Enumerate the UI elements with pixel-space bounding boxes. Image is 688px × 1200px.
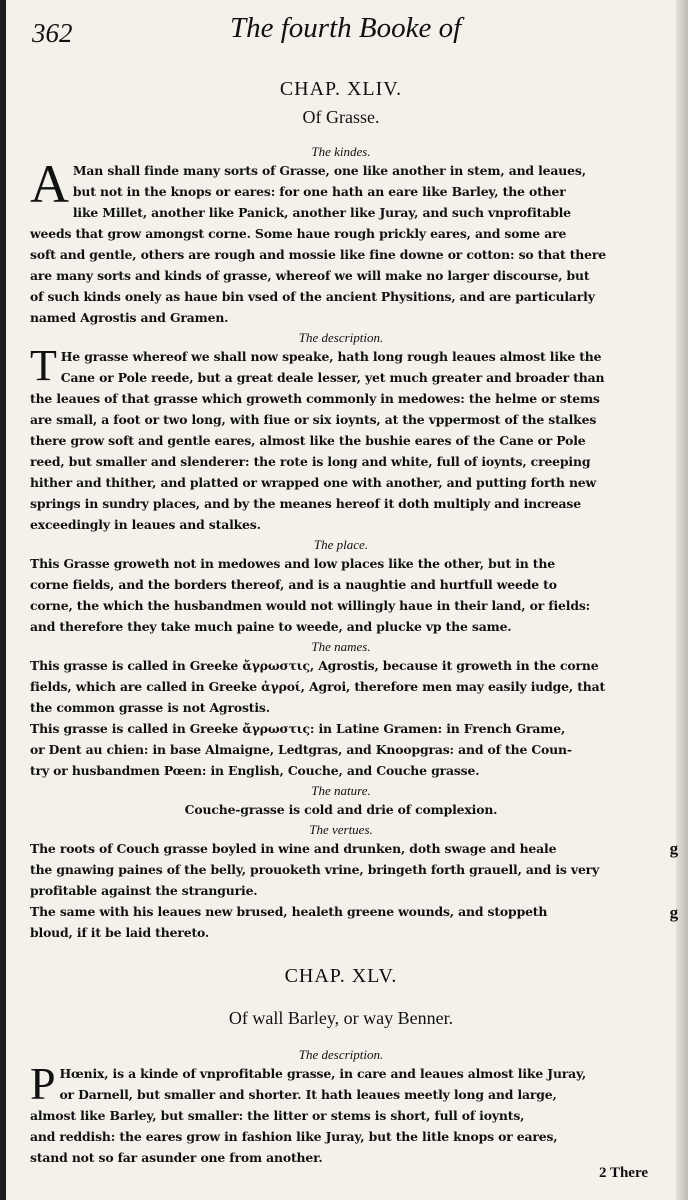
text-line: This grasse is called in Greeke ἄγρωστις: in Latine Gramen: in French Grame, (30, 721, 566, 736)
text-line: He grasse whereof we shall now speake, hath long rough leaues almost like the (60, 349, 602, 364)
text-line: there grow soft and gentle eares, almost like the bushie eares of the Cane or Pole (30, 433, 586, 448)
dropcap-a: A (30, 154, 69, 214)
text-line: named Agrostis and Gramen. (30, 310, 229, 325)
description-45-subheading: The description. (298, 1047, 384, 1062)
nature-subheading: The nature. (311, 783, 371, 798)
text-line: but not in the knops or eares: for one hath an eare like Barley, the other (72, 184, 566, 199)
page-left-edge (0, 0, 6, 1200)
kindes-paragraph (30, 154, 652, 328)
chapter-44-title: Of Grasse. (302, 107, 380, 127)
margin-note-letter: g (669, 839, 678, 858)
text-line: are small, a foot or two long, with fiue or six ioynts, at the vppermost of the stalkes (30, 412, 597, 427)
text-line: almost like Barley, but smaller: the litter or stems is short, full of ioynts, (30, 1108, 525, 1123)
text-line: hither and thither, and platted or wrapped one with another, and putting forth new (30, 475, 597, 490)
description-45-paragraph (30, 1058, 652, 1168)
text-line: stand not so far asunder one from another. (30, 1150, 323, 1165)
text-line: like Millet, another like Panick, another like Juray, and such vnprofitable (72, 205, 571, 220)
kindes-subheading: The kindes. (311, 144, 371, 159)
text-line: the gnawing paines of the belly, prouoketh vrine, bringeth forth grauell, and is very (30, 862, 600, 877)
place-paragraph (30, 553, 652, 637)
text-line: exceedingly in leaues and stalkes. (30, 517, 261, 532)
text-line: try or husbandmen Pœen: in English, Couche, and Couche grasse. (30, 763, 480, 778)
book-page (30, 6, 678, 1196)
text-line: the common grasse is not Agrostis. (30, 700, 270, 715)
text-line: bloud, if it be laid thereto. (30, 925, 210, 940)
names-paragraph (30, 655, 652, 781)
running-title: The fourth Booke of (230, 12, 462, 44)
margin-note-letter: g (669, 903, 678, 922)
text-line: This Grasse groweth not in medowes and low places like the other, but in the (30, 556, 555, 571)
chapter-44-heading: CHAP. XLIV. (279, 78, 403, 100)
text-line: corne fields, and the borders thereof, and is a naughtie and hurtfull weede to (30, 577, 557, 592)
text-line: or Darnell, but smaller and shorter. It hath leaues meetly long and large, (59, 1087, 557, 1102)
text-line: soft and gentle, others are rough and mossie like fine downe or cotton: so that there (30, 247, 606, 262)
text-line: or Dent au chien: in base Almaigne, Ledtgras, and Knoopgras: and of the Coun- (30, 742, 572, 757)
text-line: and reddish: the eares grow in fashion like Juray, but the litle knops or eares, (30, 1129, 558, 1144)
vertues-subheading: The vertues. (309, 822, 373, 837)
page-right-edge (676, 0, 688, 1200)
text-line: corne, the which the husbandmen would not willingly haue in their land, or fields: (30, 598, 591, 613)
text-line: fields, which are called in Greeke ἀγροί, Agroi, therefore men may easily iudge, that (30, 679, 606, 694)
text-line: reed, but smaller and slenderer: the rote is long and white, full of ioynts, creeping (30, 454, 591, 469)
names-subheading: The names. (311, 639, 371, 654)
description-subheading: The description. (298, 330, 384, 345)
dropcap-p: P (30, 1058, 56, 1109)
nature-text: Couche-grasse is cold and drie of complexion. (184, 802, 498, 817)
chapter-45-heading: CHAP. XLV. (284, 965, 398, 987)
text-line: Man shall finde many sorts of Grasse, one like another in stem, and leaues, (72, 163, 586, 178)
text-line: Cane or Pole reede, but a great deale lesser, yet much greater and broader than (60, 370, 605, 385)
dropcap-t: T (30, 341, 57, 390)
text-line: The same with his leaues new brused, healeth greene wounds, and stoppeth (30, 904, 548, 919)
text-line: This grasse is called in Greeke ἄγρωστις, Agrostis, because it groweth in the corne (30, 658, 599, 673)
place-subheading: The place. (313, 537, 369, 552)
text-line: of such kinds onely as haue bin vsed of the ancient Physitions, and are particularly (30, 289, 595, 304)
text-line: springs in sundry places, and by the meanes hereof it doth multiply and increase (30, 496, 581, 511)
text-line: are many sorts and kinds of grasse, whereof we will make no larger discourse, but (30, 268, 590, 283)
text-line: Hœnix, is a kinde of vnprofitable grasse, in care and leaues almost like Juray, (59, 1066, 587, 1081)
text-line: profitable against the strangurie. (30, 883, 258, 898)
text-line: and therefore they take much paine to weede, and plucke vp the same. (30, 619, 512, 634)
text-line: weeds that grow amongst corne. Some haue rough prickly eares, and some are (30, 226, 567, 241)
text-line: The roots of Couch grasse boyled in wine and drunken, doth swage and heale (30, 841, 557, 856)
running-head (30, 6, 652, 50)
chapter-45-title: Of wall Barley, or way Benner. (228, 1008, 454, 1028)
catchword: 2 There (598, 1165, 648, 1181)
page-number: 362 (32, 18, 73, 48)
description-paragraph (30, 341, 652, 535)
text-line: the leaues of that grasse which groweth commonly in medowes: the helme or stems (30, 391, 600, 406)
vertues-paragraph (30, 838, 678, 943)
